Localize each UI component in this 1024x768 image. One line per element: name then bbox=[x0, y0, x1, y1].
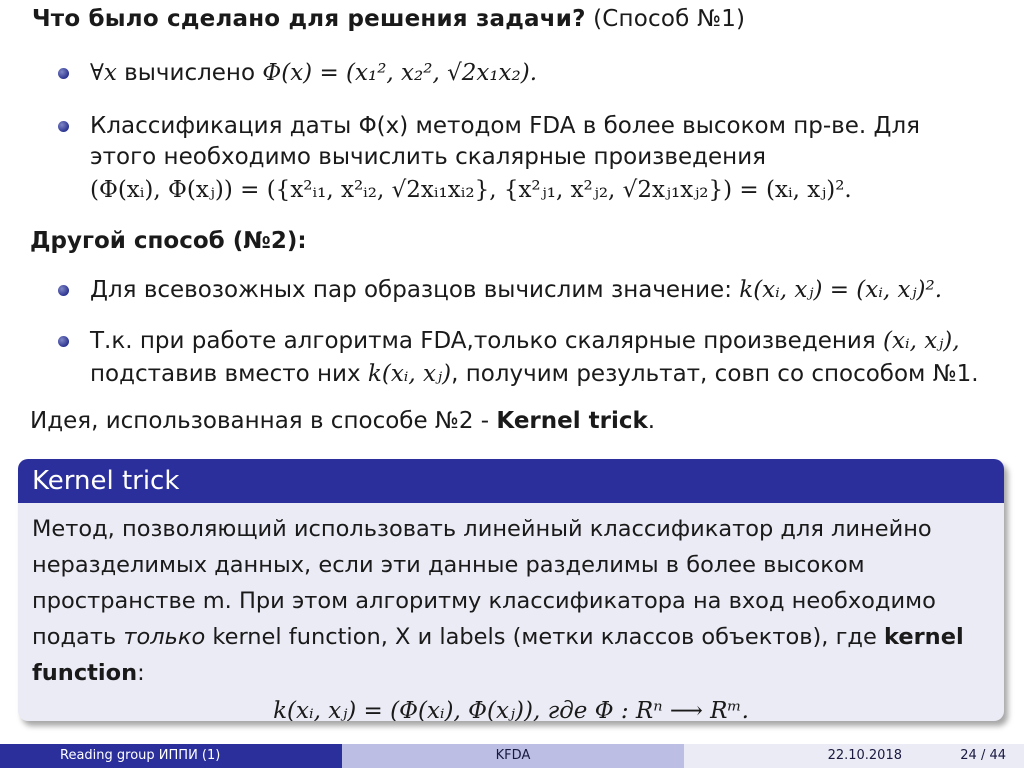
block-formula: k(xᵢ, xⱼ) = (Φ(xᵢ), Φ(xⱼ)), где Φ : Rⁿ ⟶ Rᵐ. bbox=[273, 698, 749, 721]
block-line-3: пространстве m. При этом алгоритму классификатора на вход необходимо bbox=[32, 588, 936, 614]
block-title: Kernel trick bbox=[18, 459, 1004, 503]
block-line-5-end: : bbox=[137, 660, 145, 686]
bullet-4-line-2 bbox=[90, 359, 979, 390]
footer-date: 22.10.2018 bbox=[827, 748, 902, 763]
bullet-4-label-2b: , получим результат, совп со способом №1. bbox=[451, 361, 979, 387]
bullet-2-line-2: этого необходимо вычислить скалярные произведения bbox=[90, 144, 766, 170]
kernel-trick-block bbox=[18, 459, 1004, 721]
bullet-3-label: Для всевозожных пар образцов вычислим значение: bbox=[90, 277, 740, 303]
block-line-1: Метод, позволяющий использовать линейный классификатор для линейно bbox=[32, 516, 932, 542]
footer bbox=[0, 744, 1024, 768]
block-body bbox=[18, 503, 1004, 721]
idea-line bbox=[30, 408, 655, 434]
block-line-4b: kernel function, X и labels (метки классов объектов), где bbox=[205, 624, 884, 650]
bullet-4-line-1 bbox=[90, 326, 960, 357]
block-line-2: неразделимых данных, если эти данные разделимы в более высоком bbox=[32, 552, 865, 578]
bullet-icon bbox=[58, 121, 69, 132]
bullet-icon bbox=[58, 336, 69, 347]
bullet-icon bbox=[58, 68, 69, 79]
footer-center: KFDA bbox=[342, 744, 684, 768]
bullet-1-text bbox=[90, 58, 537, 89]
footer-left: Reading group ИППИ (1) bbox=[0, 744, 342, 768]
bullet-3-text bbox=[90, 275, 942, 306]
block-line-4-italic: только bbox=[123, 624, 206, 650]
heading-method-1-normal: (Способ №1) bbox=[585, 6, 746, 32]
block-line-4a: подать bbox=[32, 624, 124, 650]
idea-text: Идея, использованная в способе №2 - bbox=[30, 408, 497, 434]
bullet-3-formula: k(xᵢ, xⱼ) = (xᵢ, xⱼ)². bbox=[739, 277, 943, 303]
bullet-1-formula: Φ(x) = (x₁², x₂², √2x₁x₂). bbox=[262, 60, 538, 86]
bullet-2-line-1: Классификация даты Φ(x) методом FDA в более высоком пр-ве. Для bbox=[90, 113, 920, 139]
footer-right bbox=[684, 744, 1024, 768]
block-line-5-bold: function bbox=[32, 660, 138, 686]
var-x: x bbox=[103, 60, 117, 86]
bullet-4-formula-2: k(xᵢ, xⱼ) bbox=[367, 361, 452, 387]
bullet-4-label: Т.к. при работе алгоритма FDA,только скалярные произведения bbox=[90, 328, 884, 354]
heading-method-1-bold: Что было сделано для решения задачи? bbox=[32, 6, 586, 32]
bullet-2-formula: (Φ(xᵢ), Φ(xⱼ)) = ({x²ᵢ₁, x²ᵢ₂, √2xᵢ₁xᵢ₂}, {x²ⱼ₁, x²ⱼ₂, √2xⱼ₁xⱼ₂}) = (xᵢ, xⱼ)². bbox=[90, 177, 852, 203]
bullet-4-formula-1: (xᵢ, xⱼ), bbox=[883, 328, 960, 354]
bullet-4-label-2a: подставив вместо них bbox=[90, 361, 368, 387]
page-counter: 24 / 44 bbox=[960, 748, 1006, 763]
block-line-4-bold: kernel bbox=[883, 624, 964, 650]
forall-symbol: ∀ bbox=[90, 60, 104, 86]
block-line-5 bbox=[32, 655, 990, 691]
heading-method-1 bbox=[32, 6, 745, 32]
bullet-1-label: вычислено bbox=[116, 60, 263, 86]
idea-kernel-trick: Kernel trick bbox=[496, 408, 648, 434]
idea-end: . bbox=[647, 408, 656, 434]
block-line-4 bbox=[32, 619, 990, 655]
heading-method-2: Другой способ (№2): bbox=[30, 228, 307, 254]
bullet-icon bbox=[58, 285, 69, 296]
